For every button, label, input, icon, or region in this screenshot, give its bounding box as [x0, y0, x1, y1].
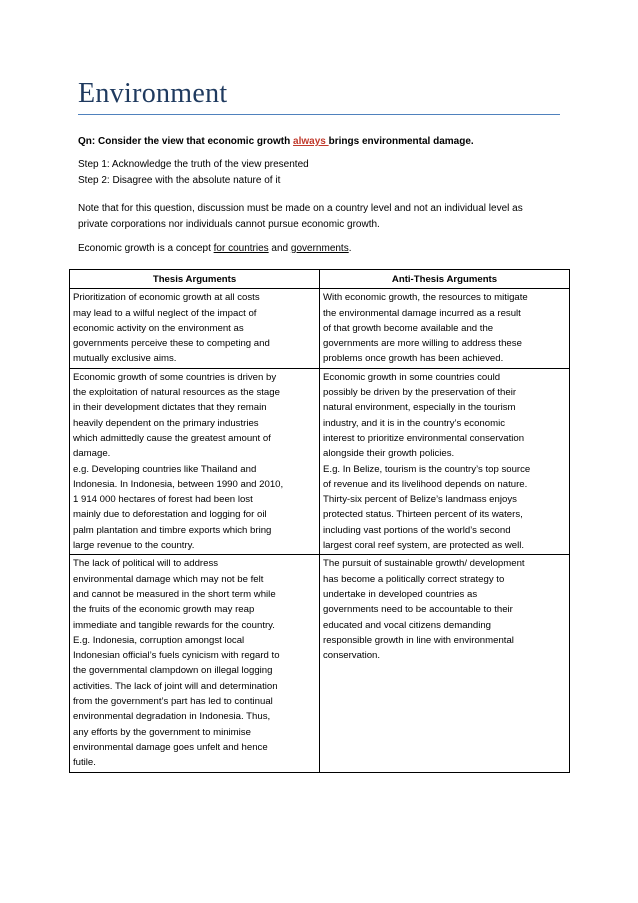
table-row [70, 555, 570, 772]
cell-line: alongside their growth policies. [323, 448, 455, 460]
cell-line: which admittedly cause the greatest amount of [73, 432, 271, 444]
cell-line: 1 914 000 hectares of forest had been lost [73, 494, 253, 506]
cell-line: damage. [73, 448, 111, 460]
cell-line: environmental damage goes unfelt and hence [73, 741, 268, 753]
cell-line: Thirty-six percent of Belize’s landmass enjoys [323, 494, 517, 506]
thesis-header: Thesis Arguments [70, 270, 320, 289]
cell-line: palm plantation and timbre exports which bring [73, 524, 272, 536]
step-1: Step 1: Acknowledge the truth of the view presented [78, 159, 309, 170]
cell-line: undertake in developed countries as [323, 588, 478, 600]
cell-line: interest to prioritize environmental conservation [323, 432, 525, 444]
anti-thesis-cell [320, 289, 570, 368]
cell-line: Indonesian official’s fuels cynicism with regard to [73, 650, 280, 662]
anti-thesis-header: Anti-Thesis Arguments [320, 270, 570, 289]
cell-line: educated and vocal citizens demanding [323, 619, 492, 631]
cell-line: Indonesia. In Indonesia, between 1990 and 2010, [73, 478, 284, 490]
cell-line: natural environment, especially in the tourism [323, 402, 516, 414]
cell-line: Prioritization of economic growth at all costs [73, 292, 260, 304]
cell-line: possibly be driven by the preservation of their [323, 387, 517, 399]
cell-line: governments perceive these to competing and [73, 338, 270, 350]
cell-line: large revenue to the country. [73, 540, 195, 552]
note-line: Note that for this question, discussion must be made on a country level and not an individual level as [78, 203, 523, 214]
cell-line: The lack of political will to address [73, 558, 219, 570]
cell-line: and cannot be measured in the short term while [73, 588, 276, 600]
table-row [70, 368, 570, 555]
cell-line: industry, and it is in the country’s economic [323, 417, 506, 429]
title-divider [78, 114, 560, 115]
cell-line: environmental degradation in Indonesia. Thus, [73, 711, 271, 723]
thesis-cell [70, 289, 320, 368]
thesis-cell [70, 368, 320, 555]
econ-middle: and [268, 243, 291, 254]
cell-line: protected status. Thirteen percent of its waters, [323, 509, 523, 521]
cell-line: of that growth become available and the [323, 322, 494, 334]
cell-line: governments are more willing to address these [323, 338, 522, 350]
cell-line: the environmental damage incurred as a result [323, 307, 521, 319]
arguments-table [69, 269, 570, 773]
econ-suffix: . [348, 243, 352, 254]
cell-line: futile. [73, 757, 96, 769]
cell-line: the governmental clampdown on illegal logging [73, 665, 273, 677]
question-suffix: brings environmental damage. [328, 136, 474, 147]
cell-line: E.g. In Belize, tourism is the country’s top source [323, 463, 531, 475]
cell-line: environmental damage which may not be felt [73, 573, 264, 585]
cell-line: may lead to a wilful neglect of the impact of [73, 307, 257, 319]
cell-line: The pursuit of sustainable growth/ development [323, 558, 525, 570]
cell-line: including vast portions of the world’s second [323, 524, 511, 536]
note-paragraph [78, 201, 560, 233]
cell-line: responsible growth in line with environmental [323, 634, 514, 646]
question-prefix: Qn: Consider the view that economic growth [78, 136, 294, 147]
table-row [70, 289, 570, 368]
econ-prefix: Economic growth is a concept [78, 243, 214, 254]
cell-line: mutually exclusive aims. [73, 353, 177, 365]
cell-line: economic activity on the environment as [73, 322, 244, 334]
page-title: Environment [78, 78, 228, 109]
note-line: private corporations nor individuals cannot pursue economic growth. [78, 219, 380, 230]
cell-line: Economic growth in some countries could [323, 371, 501, 383]
cell-line: problems once growth has been achieved. [323, 353, 504, 365]
cell-line: With economic growth, the resources to mitigate [323, 292, 528, 304]
econ-sentence [78, 241, 560, 257]
anti-thesis-cell [320, 368, 570, 555]
cell-line: of revenue and its livelihood depends on nature. [323, 478, 528, 490]
cell-line: largest coral reef system, are protected as well. [323, 540, 525, 552]
question-keyword: always [293, 136, 329, 147]
cell-line: from the government’s part has led to continual [73, 696, 273, 708]
step-2: Step 2: Disagree with the absolute nature of it [78, 175, 281, 186]
cell-line: governments need to be accountable to their [323, 604, 513, 616]
cell-line: e.g. Developing countries like Thailand and [73, 463, 257, 475]
econ-term-countries: for countries [213, 243, 269, 254]
cell-line: conservation. [323, 650, 381, 662]
question-line [78, 136, 560, 147]
cell-line: immediate and tangible rewards for the country. [73, 619, 275, 631]
cell-line: in their development dictates that they remain [73, 402, 267, 414]
cell-line: activities. The lack of joint will and determination [73, 680, 278, 692]
cell-line: has become a politically correct strategy to [323, 573, 505, 585]
econ-term-governments: governments [290, 243, 349, 254]
cell-line: the exploitation of natural resources as the stage [73, 387, 280, 399]
cell-line: heavily dependent on the primary industries [73, 417, 259, 429]
cell-line: Economic growth of some countries is driven by [73, 371, 277, 383]
thesis-cell [70, 555, 320, 772]
anti-thesis-cell [320, 555, 570, 772]
cell-line: E.g. Indonesia, corruption amongst local [73, 634, 245, 646]
cell-line: any efforts by the government to minimise [73, 726, 251, 738]
cell-line: mainly due to deforestation and logging for oil [73, 509, 267, 521]
cell-line: the fruits of the economic growth may reap [73, 604, 255, 616]
table-header-row [70, 270, 570, 289]
